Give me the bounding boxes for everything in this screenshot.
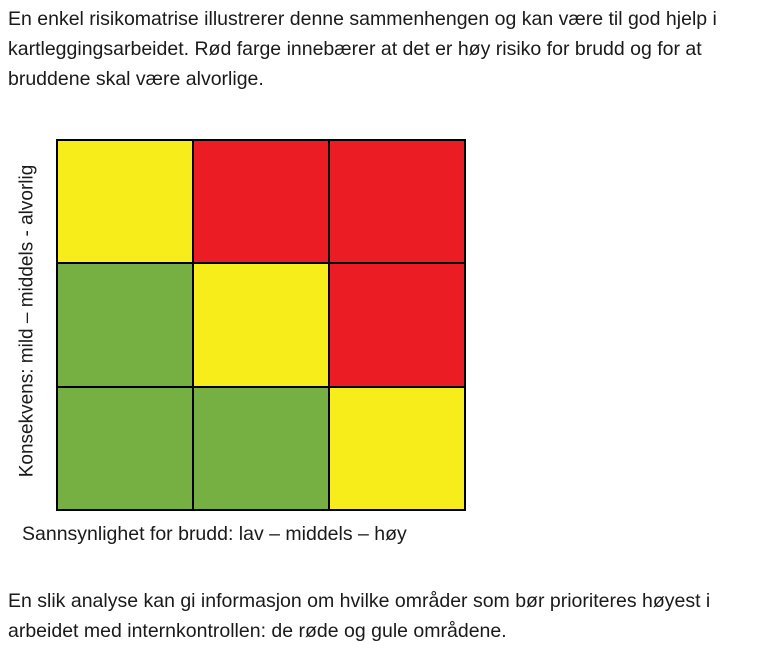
risk-matrix-cell-yellow-r0c0 [58,141,192,262]
risk-matrix-cell-green-r2c1 [194,388,328,509]
risk-matrix-cell-red-r1c2 [330,264,464,385]
risk-matrix-cell-yellow-r1c1 [194,264,328,385]
risk-matrix-cell-red-r0c1 [194,141,328,262]
risk-matrix-cell-green-r1c0 [58,264,192,385]
outro-paragraph-block [8,586,760,646]
risk-matrix-figure [8,128,488,545]
outro-paragraph: En slik analyse kan gi informasjon om hvilke områder som bør prioriteres høyest i arbeidet med internkontrollen: de røde og gule områdene. [8,590,711,642]
risk-matrix-grid [56,139,466,511]
intro-paragraph: En enkel risikomatrise illustrerer denne sammenhengen og kan være til god hjelp i kartleggingsarbeidet. Rød farge innebærer at det er høy risiko for brudd og for at bruddene skal være alvorlige. [8,8,717,90]
matrix-y-axis-label-text: Konsekvens: mild – middels - alvorlig [16,164,38,477]
matrix-y-axis-label [6,128,48,513]
risk-matrix-cell-yellow-r2c2 [330,388,464,509]
risk-matrix-cell-red-r0c2 [330,141,464,262]
matrix-x-axis-label: Sannsynlighet for brudd: lav – middels – høy [22,523,407,545]
risk-matrix-cell-green-r2c0 [58,388,192,509]
intro-paragraph-block [8,4,760,94]
